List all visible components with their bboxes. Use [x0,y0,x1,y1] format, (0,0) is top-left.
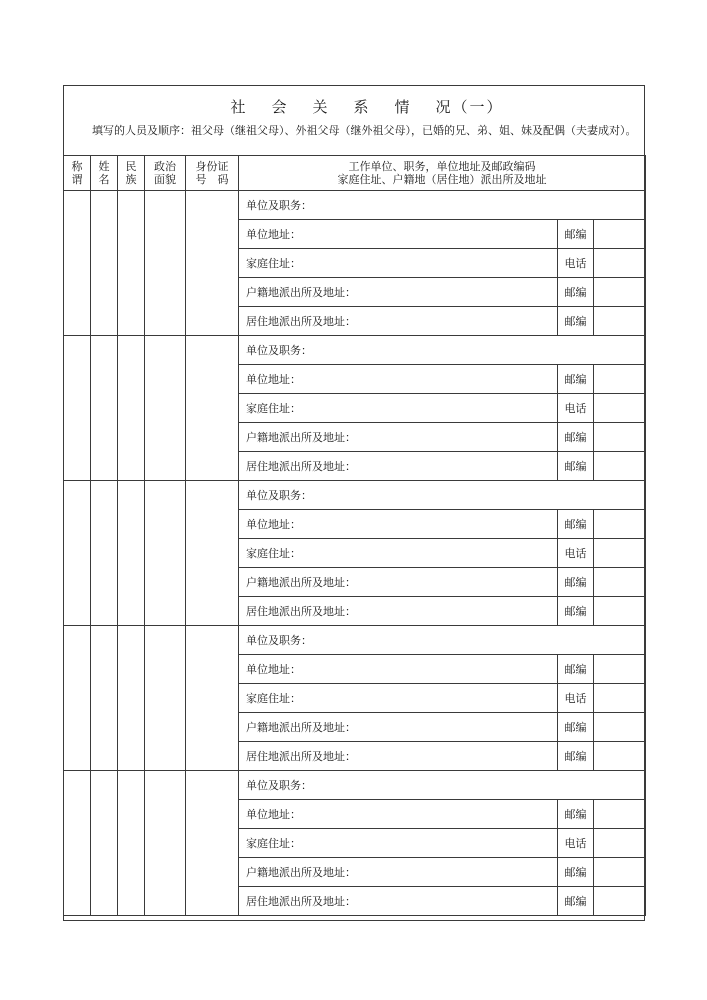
field-value[interactable] [594,307,646,336]
field-value[interactable] [594,684,646,713]
field-value[interactable] [594,858,646,887]
field-tag: 邮编 [558,568,594,597]
cell-political-status[interactable] [145,771,186,916]
field-tag: 邮编 [558,597,594,626]
header-name: 姓 名 [91,156,118,191]
field-label: 单位及职务： [239,336,646,365]
field-label: 单位地址： [239,510,558,539]
header-details: 工作单位、职务，单位地址及邮政编码 家庭住址、户籍地（居住地）派出所及地址 [239,156,646,191]
field-value[interactable] [594,655,646,684]
field-label: 家庭住址： [239,684,558,713]
form-title-main: 社会关系情 [230,98,436,116]
cell-ethnicity[interactable] [118,336,145,481]
form-title-tail: 况（一） [435,98,504,116]
field-value[interactable] [594,220,646,249]
field-label: 家庭住址： [239,394,558,423]
field-value[interactable] [594,800,646,829]
cell-ethnicity[interactable] [118,626,145,771]
field-tag: 电话 [558,684,594,713]
field-label: 单位及职务： [239,626,646,655]
field-tag: 邮编 [558,307,594,336]
field-tag: 邮编 [558,742,594,771]
field-label: 户籍地派出所及地址： [239,713,558,742]
cell-relation[interactable] [64,626,91,771]
table-header-row [64,156,646,191]
field-tag: 邮编 [558,278,594,307]
field-value[interactable] [594,249,646,278]
record-row [64,336,646,365]
field-tag: 邮编 [558,452,594,481]
field-tag: 邮编 [558,858,594,887]
cell-name[interactable] [91,771,118,916]
cell-ethnicity[interactable] [118,771,145,916]
cell-name[interactable] [91,626,118,771]
cell-ethnicity[interactable] [118,191,145,336]
field-label: 家庭住址： [239,539,558,568]
field-label: 单位地址： [239,220,558,249]
record-row [64,481,646,510]
field-value[interactable] [594,887,646,916]
cell-name[interactable] [91,481,118,626]
field-value[interactable] [594,597,646,626]
cell-relation[interactable] [64,771,91,916]
field-label: 居住地派出所及地址： [239,307,558,336]
field-value[interactable] [594,539,646,568]
field-tag: 邮编 [558,423,594,452]
field-label: 单位及职务： [239,481,646,510]
field-tag: 电话 [558,829,594,858]
field-label: 单位及职务： [239,771,646,800]
header-relation: 称 谓 [64,156,91,191]
field-label: 户籍地派出所及地址： [239,278,558,307]
cell-relation[interactable] [64,336,91,481]
field-value[interactable] [594,452,646,481]
cell-name[interactable] [91,191,118,336]
field-label: 家庭住址： [239,829,558,858]
field-value[interactable] [594,365,646,394]
field-value[interactable] [594,829,646,858]
field-label: 单位及职务： [239,191,646,220]
cell-political-status[interactable] [145,626,186,771]
relations-table [63,155,646,916]
cell-relation[interactable] [64,481,91,626]
header-id-number: 身份证 号 码 [186,156,239,191]
cell-name[interactable] [91,336,118,481]
field-label: 居住地派出所及地址： [239,597,558,626]
field-label: 居住地派出所及地址： [239,742,558,771]
field-tag: 电话 [558,249,594,278]
field-value[interactable] [594,423,646,452]
field-tag: 邮编 [558,510,594,539]
field-value[interactable] [594,568,646,597]
cell-id-number[interactable] [186,771,239,916]
field-value[interactable] [594,394,646,423]
field-value[interactable] [594,510,646,539]
field-label: 居住地派出所及地址： [239,887,558,916]
header-ethnicity: 民 族 [118,156,145,191]
field-tag: 邮编 [558,655,594,684]
field-tag: 邮编 [558,713,594,742]
field-tag: 邮编 [558,365,594,394]
social-relations-form [63,85,645,921]
cell-political-status[interactable] [145,191,186,336]
field-tag: 电话 [558,394,594,423]
field-tag: 电话 [558,539,594,568]
field-value[interactable] [594,278,646,307]
field-tag: 邮编 [558,800,594,829]
record-row [64,771,646,800]
field-value[interactable] [594,742,646,771]
field-label: 户籍地派出所及地址： [239,568,558,597]
field-label: 单位地址： [239,655,558,684]
cell-political-status[interactable] [145,336,186,481]
cell-id-number[interactable] [186,481,239,626]
cell-id-number[interactable] [186,626,239,771]
cell-id-number[interactable] [186,336,239,481]
cell-relation[interactable] [64,191,91,336]
field-label: 居住地派出所及地址： [239,452,558,481]
field-label: 户籍地派出所及地址： [239,423,558,452]
field-tag: 邮编 [558,220,594,249]
cell-ethnicity[interactable] [118,481,145,626]
field-label: 单位地址： [239,365,558,394]
field-label: 家庭住址： [239,249,558,278]
form-instructions: 填写的人员及顺序：祖父母（继祖父母）、外祖父母（继外祖父母），已婚的兄、弟、姐、妹及配偶（夫妻成对）。 [92,124,637,137]
field-value[interactable] [594,713,646,742]
field-tag: 邮编 [558,887,594,916]
field-label: 单位地址： [239,800,558,829]
record-row [64,191,646,220]
record-row [64,626,646,655]
header-political-status: 政治 面貌 [145,156,186,191]
cell-political-status[interactable] [145,481,186,626]
field-label: 户籍地派出所及地址： [239,858,558,887]
cell-id-number[interactable] [186,191,239,336]
form-title [64,96,644,117]
